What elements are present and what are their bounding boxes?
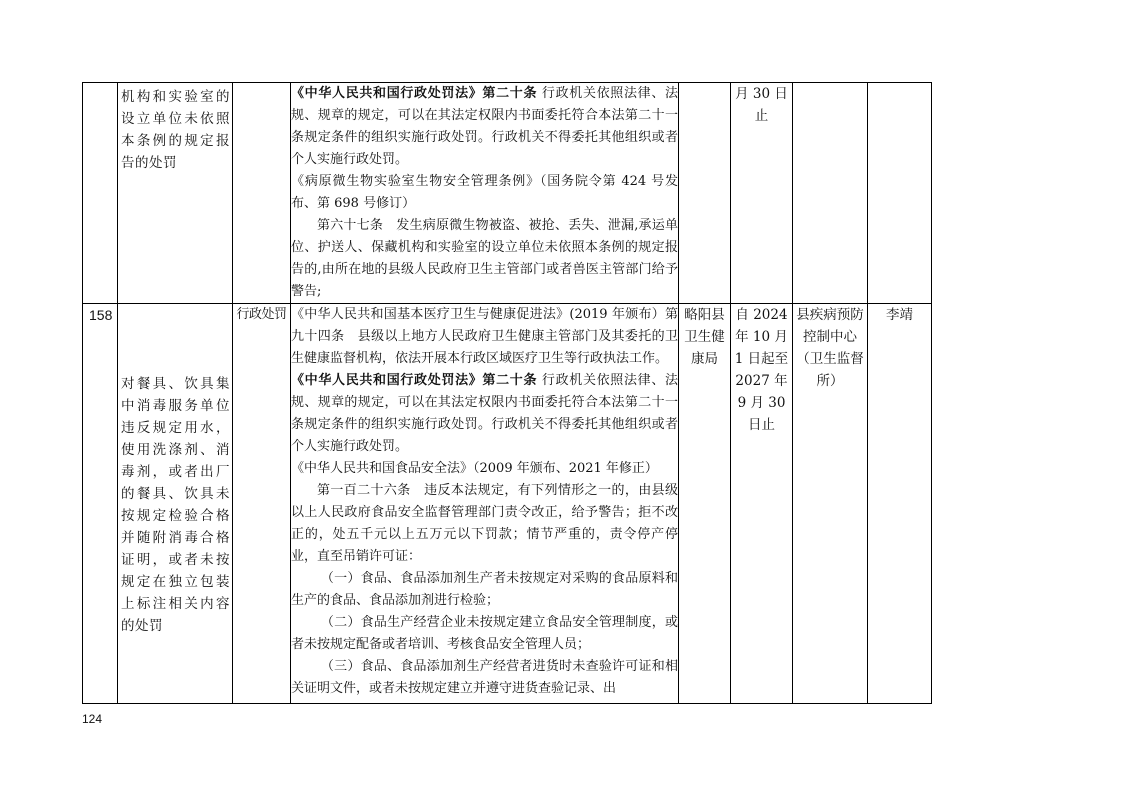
legal-basis-cell [291,83,679,304]
table-row [83,83,932,304]
basis-law-title: 《中华人民共和国行政处罚法》第二十条 [291,373,538,388]
basis-paragraph: （二）食品生产经营企业未按规定建立食品安全管理制度，或者未按规定配备或者培训、考核食品安全管理人员； [291,615,678,652]
basis-text: 行政机关依照法律、法规、规章的规定，可以在其法定权限内书面委托符合本法第二十一条规定条件的组织实施行政处罚。行政机关不得委托其他组织或者个人实施行政处罚。 [291,373,678,454]
type-cell [233,304,291,704]
validity-date: 自 2024 年 10 月 1 日起至 2027 年 9 月 30 日止 [734,307,789,433]
entrusted-organization: 县疾病预防控制中心（卫生监督所） [796,307,864,389]
legal-basis-cell [291,304,679,704]
basis-paragraph [291,370,678,458]
basis-paragraph: 《中华人民共和国食品安全法》（2009 年颁布、2021 年修正） [291,461,658,476]
date-cell [731,83,793,304]
basis-paragraph [291,83,678,171]
department: 略阳县卫生健康局 [684,307,725,367]
basis-paragraph: 第一百二十六条 违反本法规定，有下列情形之一的，由县级以上人民政府食品安全监督管理部门责令改正，给予警告；拒不改正的，处五千元以上五万元以下罚款；情节严重的，责令停产停业，直至吊销许可证： [291,483,678,564]
item-cell [118,83,233,304]
basis-paragraph: 第六十七条 发生病原微生物被盗、被抢、丢失、泄漏,承运单位、护送人、保藏机构和实验室的设立单位未依照本条例的规定报告的,由所在地的县级人民政府卫生主管部门或者兽医主管部门给予警告; [291,218,678,299]
row-number: 158 [89,307,113,323]
basis-paragraph: （一）食品、食品添加剂生产者未按规定对采购的食品原料和生产的食品、食品添加剂进行检验； [291,571,678,608]
validity-date: 月 30 日止 [735,86,788,124]
type-cell [233,83,291,304]
date-cell [731,304,793,704]
item-type: 行政处罚 [236,307,287,322]
page-number: 124 [82,712,103,726]
department-cell [679,83,731,304]
organization-cell [793,83,868,304]
basis-paragraph: 《中华人民共和国基本医疗卫生与健康促进法》(2019 年颁布）第九十四条 县级以上地方人民政府卫生健康主管部门及其委托的卫生健康监督机构，依法开展本行政区域医疗卫生等行政执法工作。 [291,307,678,366]
row-number [83,83,117,85]
item-cell [118,304,233,704]
department-cell [679,304,731,704]
person-cell [868,83,932,304]
organization-cell [793,304,868,704]
basis-text: 行政机关依照法律、法规、规章的规定，可以在其法定权限内书面委托符合本法第二十一条规定条件的组织实施行政处罚。行政机关不得委托其他组织或者个人实施行政处罚。 [291,86,678,167]
authority-table [82,82,932,704]
row-number-cell [83,304,118,704]
responsible-person: 李靖 [886,307,913,323]
table-row [83,304,932,704]
person-cell [868,304,932,704]
basis-paragraph: （三）食品、食品添加剂生产经营者进货时未查验许可证和相关证明文件，或者未按规定建立并遵守进货查验记录、出 [291,659,678,696]
basis-law-title: 《中华人民共和国行政处罚法》第二十条 [291,86,538,101]
item-name: 对餐具、饮具集中消毒服务单位违反规定用水，使用洗涤剂、消毒剂，或者出厂的餐具、饮具未按规定检验合格并随附消毒合格证明，或者未按规定在独立包装上标注相关内容的处罚 [121,376,230,634]
basis-paragraph: 《病原微生物实验室生物安全管理条例》（国务院令第 424 号发布、第 698 号修订） [291,174,678,211]
item-name: 机构和实验室的设立单位未依照本条例的规定报告的处罚 [121,89,230,171]
row-number-cell [83,83,118,304]
